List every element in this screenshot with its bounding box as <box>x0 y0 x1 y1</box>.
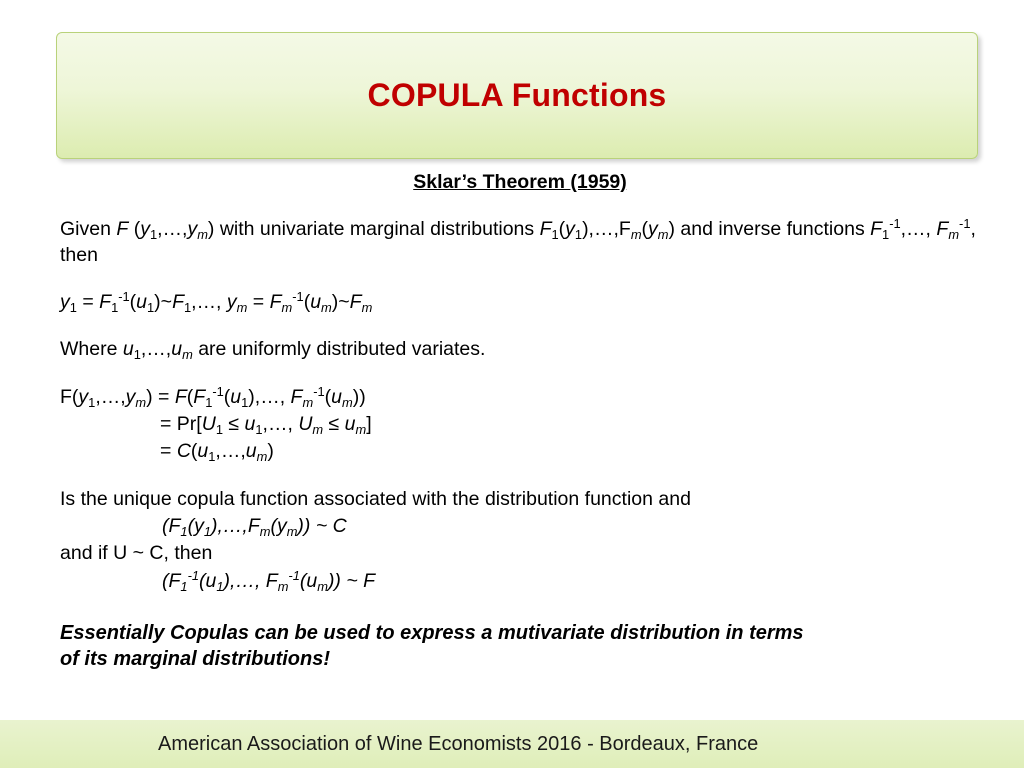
paragraph-probability: = $Pr[U_1$ ≤ $u_1,\dots$, $U_m \le u_m$] <box>160 413 372 437</box>
subheading <box>60 170 980 195</box>
paragraph-copula: = $C(u_1,\dots,u_m)$ <box>160 440 274 465</box>
conclusion <box>60 620 980 672</box>
paragraph-where: Where $u_1,\dots,u_m$ are uniformly distributed variates. <box>60 338 486 363</box>
paragraph-inverse-tuple: ($F_1^{-1}(u_1),\dots$, $F_m^{-1}(u_m)$) ~ F <box>162 567 376 594</box>
conclusion-line-1: Essentially Copulas can be used to express a mutivariate distribution in terms <box>60 622 804 645</box>
page-title: COPULA Functions <box>367 77 667 113</box>
subheading-text: Sklar’s Theorem (1959) <box>413 171 627 193</box>
paragraph-and-if: and if U ~ C, then <box>60 542 213 565</box>
slide-footer <box>0 720 1024 768</box>
paragraph-f-expansion: $F(y_1,\dots,y_m)$ = $F(F_1^{-1}(u_1),\dots$, $F_m^{-1}(u_m)$) <box>60 383 366 410</box>
paragraph-given: Given F $(y_1,\dots,y_m)$ with univariate marginal distributions $F_1(y_1),\dots,F_m(y_m)$ and inverse functions $F_1^{-1},\dots$, $F_m^{-1}$, then <box>60 216 976 266</box>
title-banner <box>56 32 978 159</box>
slide-body <box>60 170 980 672</box>
paragraph-marginal-tuple: $(F_1(y_1),\dots,F_m(y_m))$ ~ C <box>162 515 347 539</box>
conclusion-line-2: of its marginal distributions! <box>60 648 331 671</box>
paragraph-unique: Is the unique copula function associated with the distribution function and <box>60 487 691 510</box>
footer-text: American Association of Wine Economists 2016 - Bordeaux, France <box>158 732 759 755</box>
paragraph-y-definition: $y_1$ = $F_1^{-1}(u_1)\sim F_1,\dots$, $y_m$ = $F_m^{-1}(u_m)\sim F_m$ <box>60 288 373 315</box>
